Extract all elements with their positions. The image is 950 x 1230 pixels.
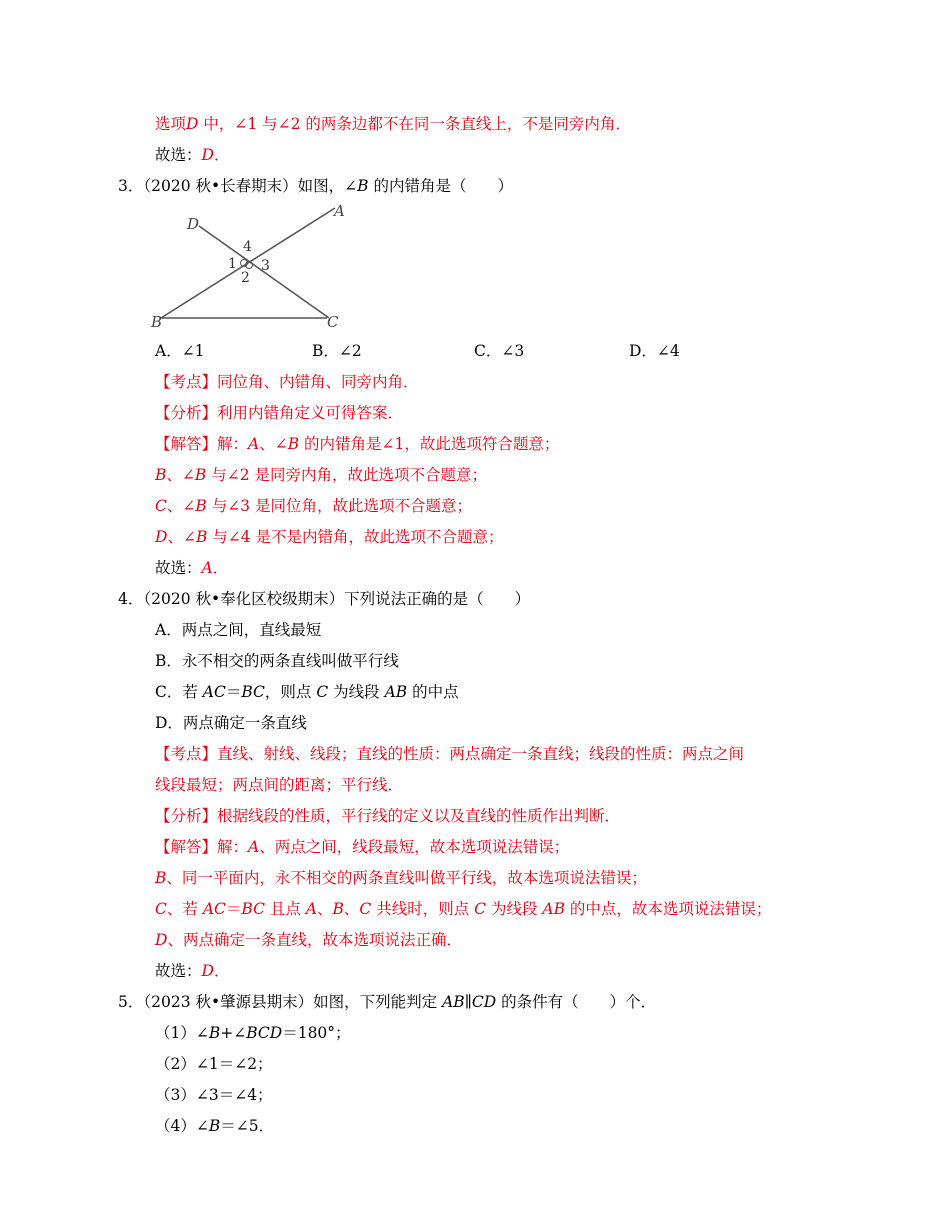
- text: B: [287, 435, 300, 453]
- text: CD: [471, 993, 497, 1011]
- point-label-d: D: [187, 215, 200, 233]
- text: ∥: [464, 993, 472, 1011]
- text: B: [155, 466, 167, 484]
- q4-jieda-line-3: [155, 898, 771, 920]
- text: 、∠: [166, 466, 195, 484]
- q4-option-d: D．两点确定一条直线: [155, 714, 307, 732]
- text: 、同一平面内，永不相交的两条直线叫做平行线，故本选项说法错误；: [166, 869, 647, 887]
- text: AB: [384, 683, 408, 701]
- q5-condition-2: （2）∠1＝∠2；: [155, 1055, 273, 1073]
- point-label-c: C: [327, 313, 339, 331]
- text: 与∠2 是同旁内角，故此选项不合题意；: [206, 466, 487, 484]
- text: ．: [213, 146, 230, 164]
- text: （4）∠: [155, 1117, 209, 1135]
- q3-option-b: B．∠2: [312, 342, 362, 360]
- q5-stem: [118, 991, 656, 1013]
- angle-label-1: 1: [228, 256, 237, 272]
- question-number: 4．: [118, 590, 144, 608]
- text: （2023 秋•肇源县期末）如图，下列能判定: [143, 993, 443, 1011]
- answer-label: 故选：: [155, 146, 202, 164]
- text: B: [195, 497, 207, 515]
- point-label-a: A: [334, 202, 345, 220]
- text: 利用内错角定义可得答案．: [217, 404, 404, 422]
- prev-answer-line: [155, 144, 229, 166]
- text: （1）∠: [155, 1024, 209, 1042]
- tag-jieda: 【解答】: [155, 435, 218, 453]
- tag-fenxi: 【分析】: [155, 807, 218, 825]
- q4-jieda-line-2: [155, 867, 647, 889]
- text: 、∠: [167, 528, 196, 546]
- text: ＝180°；: [282, 1024, 351, 1042]
- q3-kaodian: [155, 371, 419, 393]
- q4-option-c: [155, 681, 459, 703]
- angle-label-4: 4: [243, 239, 252, 255]
- answer-value: D: [201, 962, 214, 980]
- text: D: [155, 931, 168, 949]
- text: D: [186, 115, 199, 133]
- q3-answer-line: [155, 557, 228, 579]
- text: 解：: [217, 435, 249, 453]
- q4-kaodian-line-1: [155, 743, 744, 765]
- q5-condition-3: （3）∠3＝∠4；: [155, 1086, 273, 1104]
- text: 、∠: [259, 435, 288, 453]
- text: ＝∠5．: [220, 1117, 275, 1135]
- text: 、: [343, 900, 360, 918]
- text: 的内错角是∠1，故此选项符合题意；: [299, 435, 560, 453]
- text: A: [248, 435, 260, 453]
- text: 、: [317, 900, 333, 918]
- text: 的中点，故本选项说法错误；: [564, 900, 772, 918]
- text: ＝: [225, 900, 242, 918]
- text: 为线段: [486, 900, 543, 918]
- text: ，则点: [264, 683, 317, 701]
- text: C．若: [155, 683, 203, 701]
- text: 、两点确定一条直线，故本选项说法正确．: [167, 931, 462, 949]
- text: B: [332, 900, 344, 918]
- text: BCD: [246, 1024, 283, 1042]
- point-label-b: B: [151, 313, 163, 331]
- text: （2020 秋•奉化区校级期末）下列说法正确的是（ ）: [143, 590, 531, 608]
- text: BC: [241, 900, 265, 918]
- answer-label: 故选：: [155, 559, 202, 577]
- q3-jieda-line-4: [155, 526, 504, 548]
- text: ．: [212, 559, 229, 577]
- text: 与∠3 是同位角，故此选项不合题意；: [206, 497, 472, 515]
- text: 为线段: [328, 683, 385, 701]
- q5-condition-1: [155, 1022, 351, 1044]
- text: B: [208, 1117, 221, 1135]
- text: 选项: [155, 115, 187, 133]
- text: 的条件有（ ）个．: [496, 993, 657, 1011]
- text: AC: [202, 683, 226, 701]
- text: 根据线段的性质，平行线的定义以及直线的性质作出判断．: [217, 807, 621, 825]
- q3-option-a: A．∠1: [155, 342, 205, 360]
- q3-jieda-line-1: [155, 433, 559, 455]
- q3-option-d: D．∠4: [629, 342, 680, 360]
- text: 同位角、内错角、同旁内角．: [217, 373, 419, 391]
- text: AB: [542, 900, 565, 918]
- question-number: 3．: [118, 177, 144, 195]
- text: B: [155, 869, 167, 887]
- text: A: [248, 838, 260, 856]
- text: 、若: [166, 900, 203, 918]
- q3-fenxi: [155, 402, 403, 424]
- q4-jieda-line-1: [155, 836, 569, 858]
- text: AB: [442, 993, 465, 1011]
- q3-option-c: C．∠3: [474, 342, 525, 360]
- q4-answer-line: [155, 960, 229, 982]
- q3-jieda-line-3: [155, 495, 472, 517]
- text: B: [194, 466, 207, 484]
- text: 共线时，则点: [371, 900, 475, 918]
- text: 、两点之间，线段最短，故本选项说法错误；: [259, 838, 570, 856]
- text: C: [359, 900, 372, 918]
- text: A: [305, 900, 317, 918]
- text: 的中点: [407, 683, 459, 701]
- text: C: [155, 497, 167, 515]
- text: 解：: [217, 838, 249, 856]
- text: B: [195, 528, 208, 546]
- q4-stem: [118, 588, 530, 610]
- tag-fenxi: 【分析】: [155, 404, 218, 422]
- tag-kaodian: 【考点】: [155, 373, 218, 391]
- angle-label-2: 2: [241, 270, 250, 286]
- text: D: [155, 528, 168, 546]
- text: C: [474, 900, 487, 918]
- text: 、∠: [166, 497, 196, 515]
- q3-figure: [145, 198, 355, 334]
- tag-jieda: 【解答】: [155, 838, 218, 856]
- prev-explanation-line: [155, 113, 631, 135]
- q4-jieda-line-4: [155, 929, 462, 951]
- text: +∠: [220, 1024, 247, 1042]
- angle-label-3: 3: [261, 258, 270, 274]
- question-number: 5．: [118, 993, 144, 1011]
- q3-stem: [118, 175, 513, 197]
- answer-value: A: [201, 559, 213, 577]
- answer-value: D: [201, 146, 214, 164]
- text: 与∠4 是不是内错角，故此选项不合题意；: [207, 528, 504, 546]
- text: 中，∠1 与∠2 的两条边都不在同一条直线上，不是同旁内角．: [198, 115, 631, 133]
- q3-jieda-line-2: [155, 464, 487, 486]
- text: B: [357, 177, 369, 195]
- q4-option-a: A．两点之间，直线最短: [155, 621, 322, 639]
- text: ＝: [225, 683, 242, 701]
- text: B: [208, 1024, 221, 1042]
- q4-kaodian-line-2: 线段最短；两点间的距离；平行线．: [155, 776, 404, 794]
- text: ．: [213, 962, 230, 980]
- q4-fenxi: [155, 805, 620, 827]
- text: C: [155, 900, 167, 918]
- text: AC: [202, 900, 226, 918]
- tag-kaodian: 【考点】: [155, 745, 218, 763]
- text: BC: [241, 683, 265, 701]
- q4-option-b: B．永不相交的两条直线叫做平行线: [155, 652, 399, 670]
- text: C: [316, 683, 329, 701]
- q5-condition-4: [155, 1115, 274, 1137]
- text: 的内错角是（ ）: [368, 177, 513, 195]
- text: 直线、射线、线段；直线的性质：两点确定一条直线；线段的性质：两点之间: [217, 745, 745, 763]
- answer-label: 故选：: [155, 962, 202, 980]
- text: 且点: [264, 900, 306, 918]
- text: （2020 秋•长春期末）如图，∠: [143, 177, 358, 195]
